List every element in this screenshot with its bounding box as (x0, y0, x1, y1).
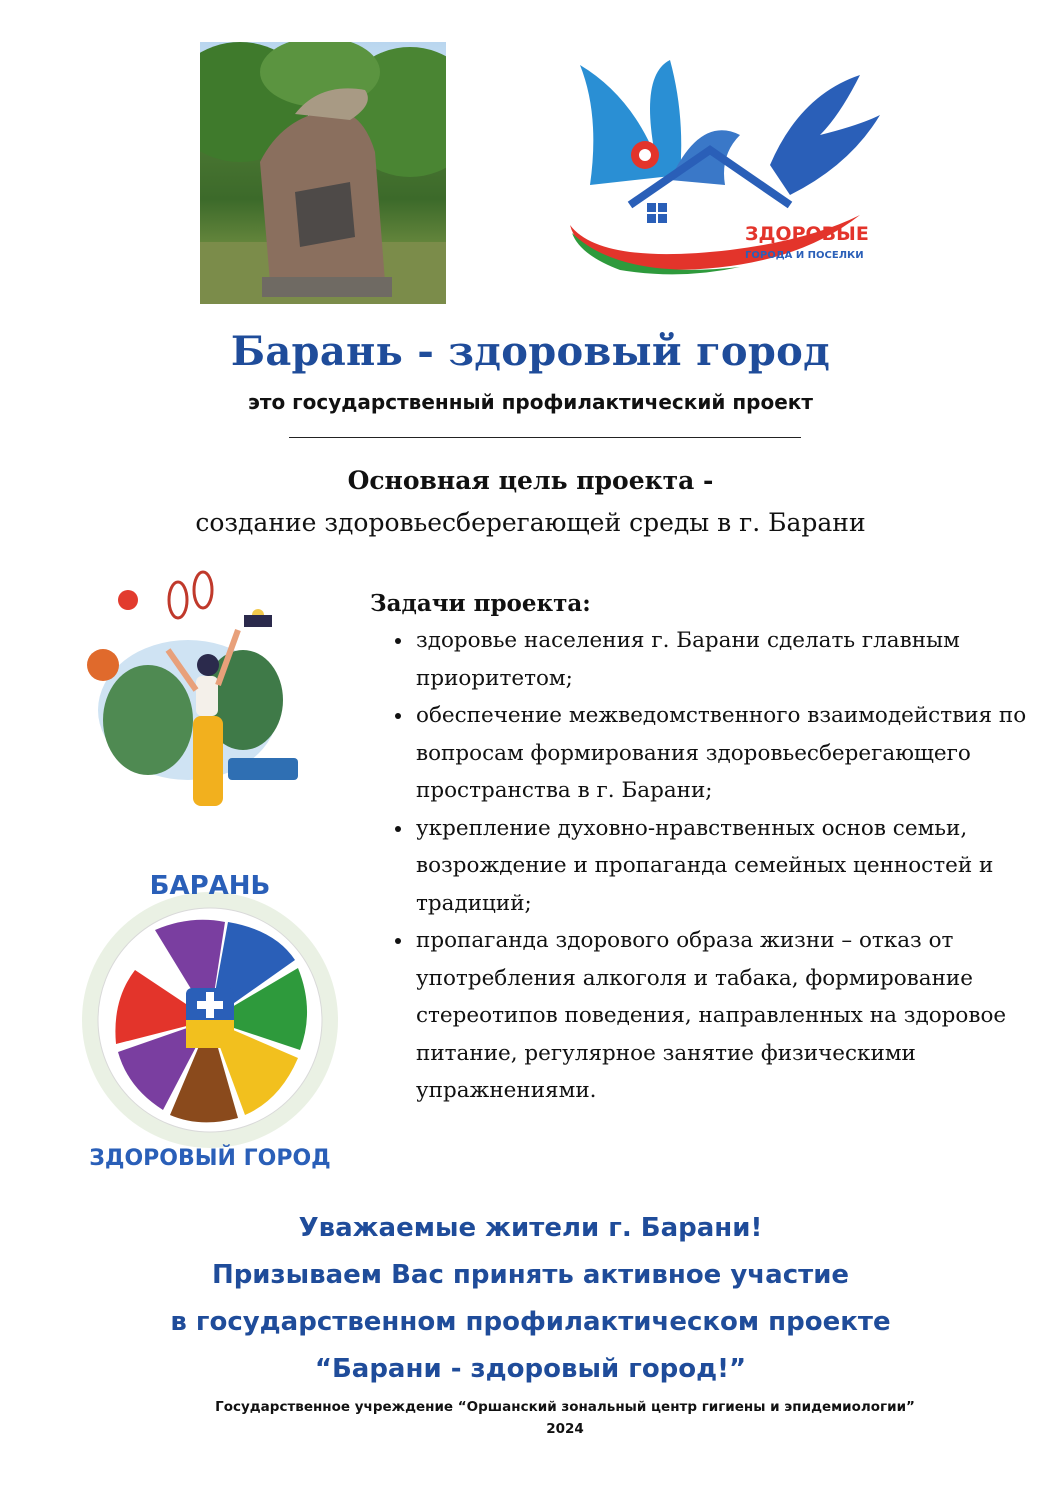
project-goal (0, 460, 1061, 544)
healthy-cities-logo (560, 55, 890, 280)
city-logo (60, 860, 360, 1180)
page-title: Барань - здоровый город (230, 328, 831, 375)
monument-photo (200, 42, 446, 304)
city-logo-title: БАРАНЬ (149, 871, 271, 901)
logo-text-2: ГОРОДА И ПОСЕЛКИ (745, 250, 864, 261)
tasks-heading: Задачи проекта: (370, 590, 591, 617)
goal-heading: Основная цель проекта - (347, 466, 714, 495)
appeal-line: “Барани - здоровый город!” (314, 1354, 747, 1384)
appeal-block (0, 1205, 1061, 1393)
footer (0, 1396, 1061, 1440)
footer-year: 2024 (546, 1421, 584, 1437)
list-item: • здоровье населения г. Барани сделать главным приоритетом; (414, 622, 1061, 697)
logo-text-1: ЗДОРОВЫЕ (745, 223, 869, 245)
page-subtitle: это государственный профилактический проект (248, 390, 813, 414)
list-item: • обеспечение межведомственного взаимодействия по вопросам формирования здоровьесберегающего пространства в г. Барани; (414, 697, 1061, 810)
appeal-line: Уважаемые жители г. Барани! (298, 1213, 763, 1243)
list-item: • пропаганда здорового образа жизни – отказ от употребления алкоголя и табака, формирование стереотипов поведения, направленных на здоровое питание, регулярное занятие физическими упражнениями. (414, 922, 1061, 1110)
sport-illustration (78, 570, 318, 830)
appeal-line: Призываем Вас принять активное участие (211, 1260, 850, 1290)
list-item: • укрепление духовно-нравственных основ семьи, возрождение и пропаганда семейных ценностей и традиций; (414, 810, 1061, 923)
divider (289, 437, 801, 438)
city-logo-subtitle: ЗДОРОВЫЙ ГОРОД (89, 1146, 331, 1171)
footer-org: Государственное учреждение “Оршанский зональный центр гигиены и эпидемиологии” (215, 1399, 915, 1415)
appeal-line: в государственном профилактическом проекте (170, 1307, 891, 1337)
tasks-list (376, 622, 1061, 1110)
goal-text: создание здоровьесберегающей среды в г. Барани (195, 508, 866, 537)
